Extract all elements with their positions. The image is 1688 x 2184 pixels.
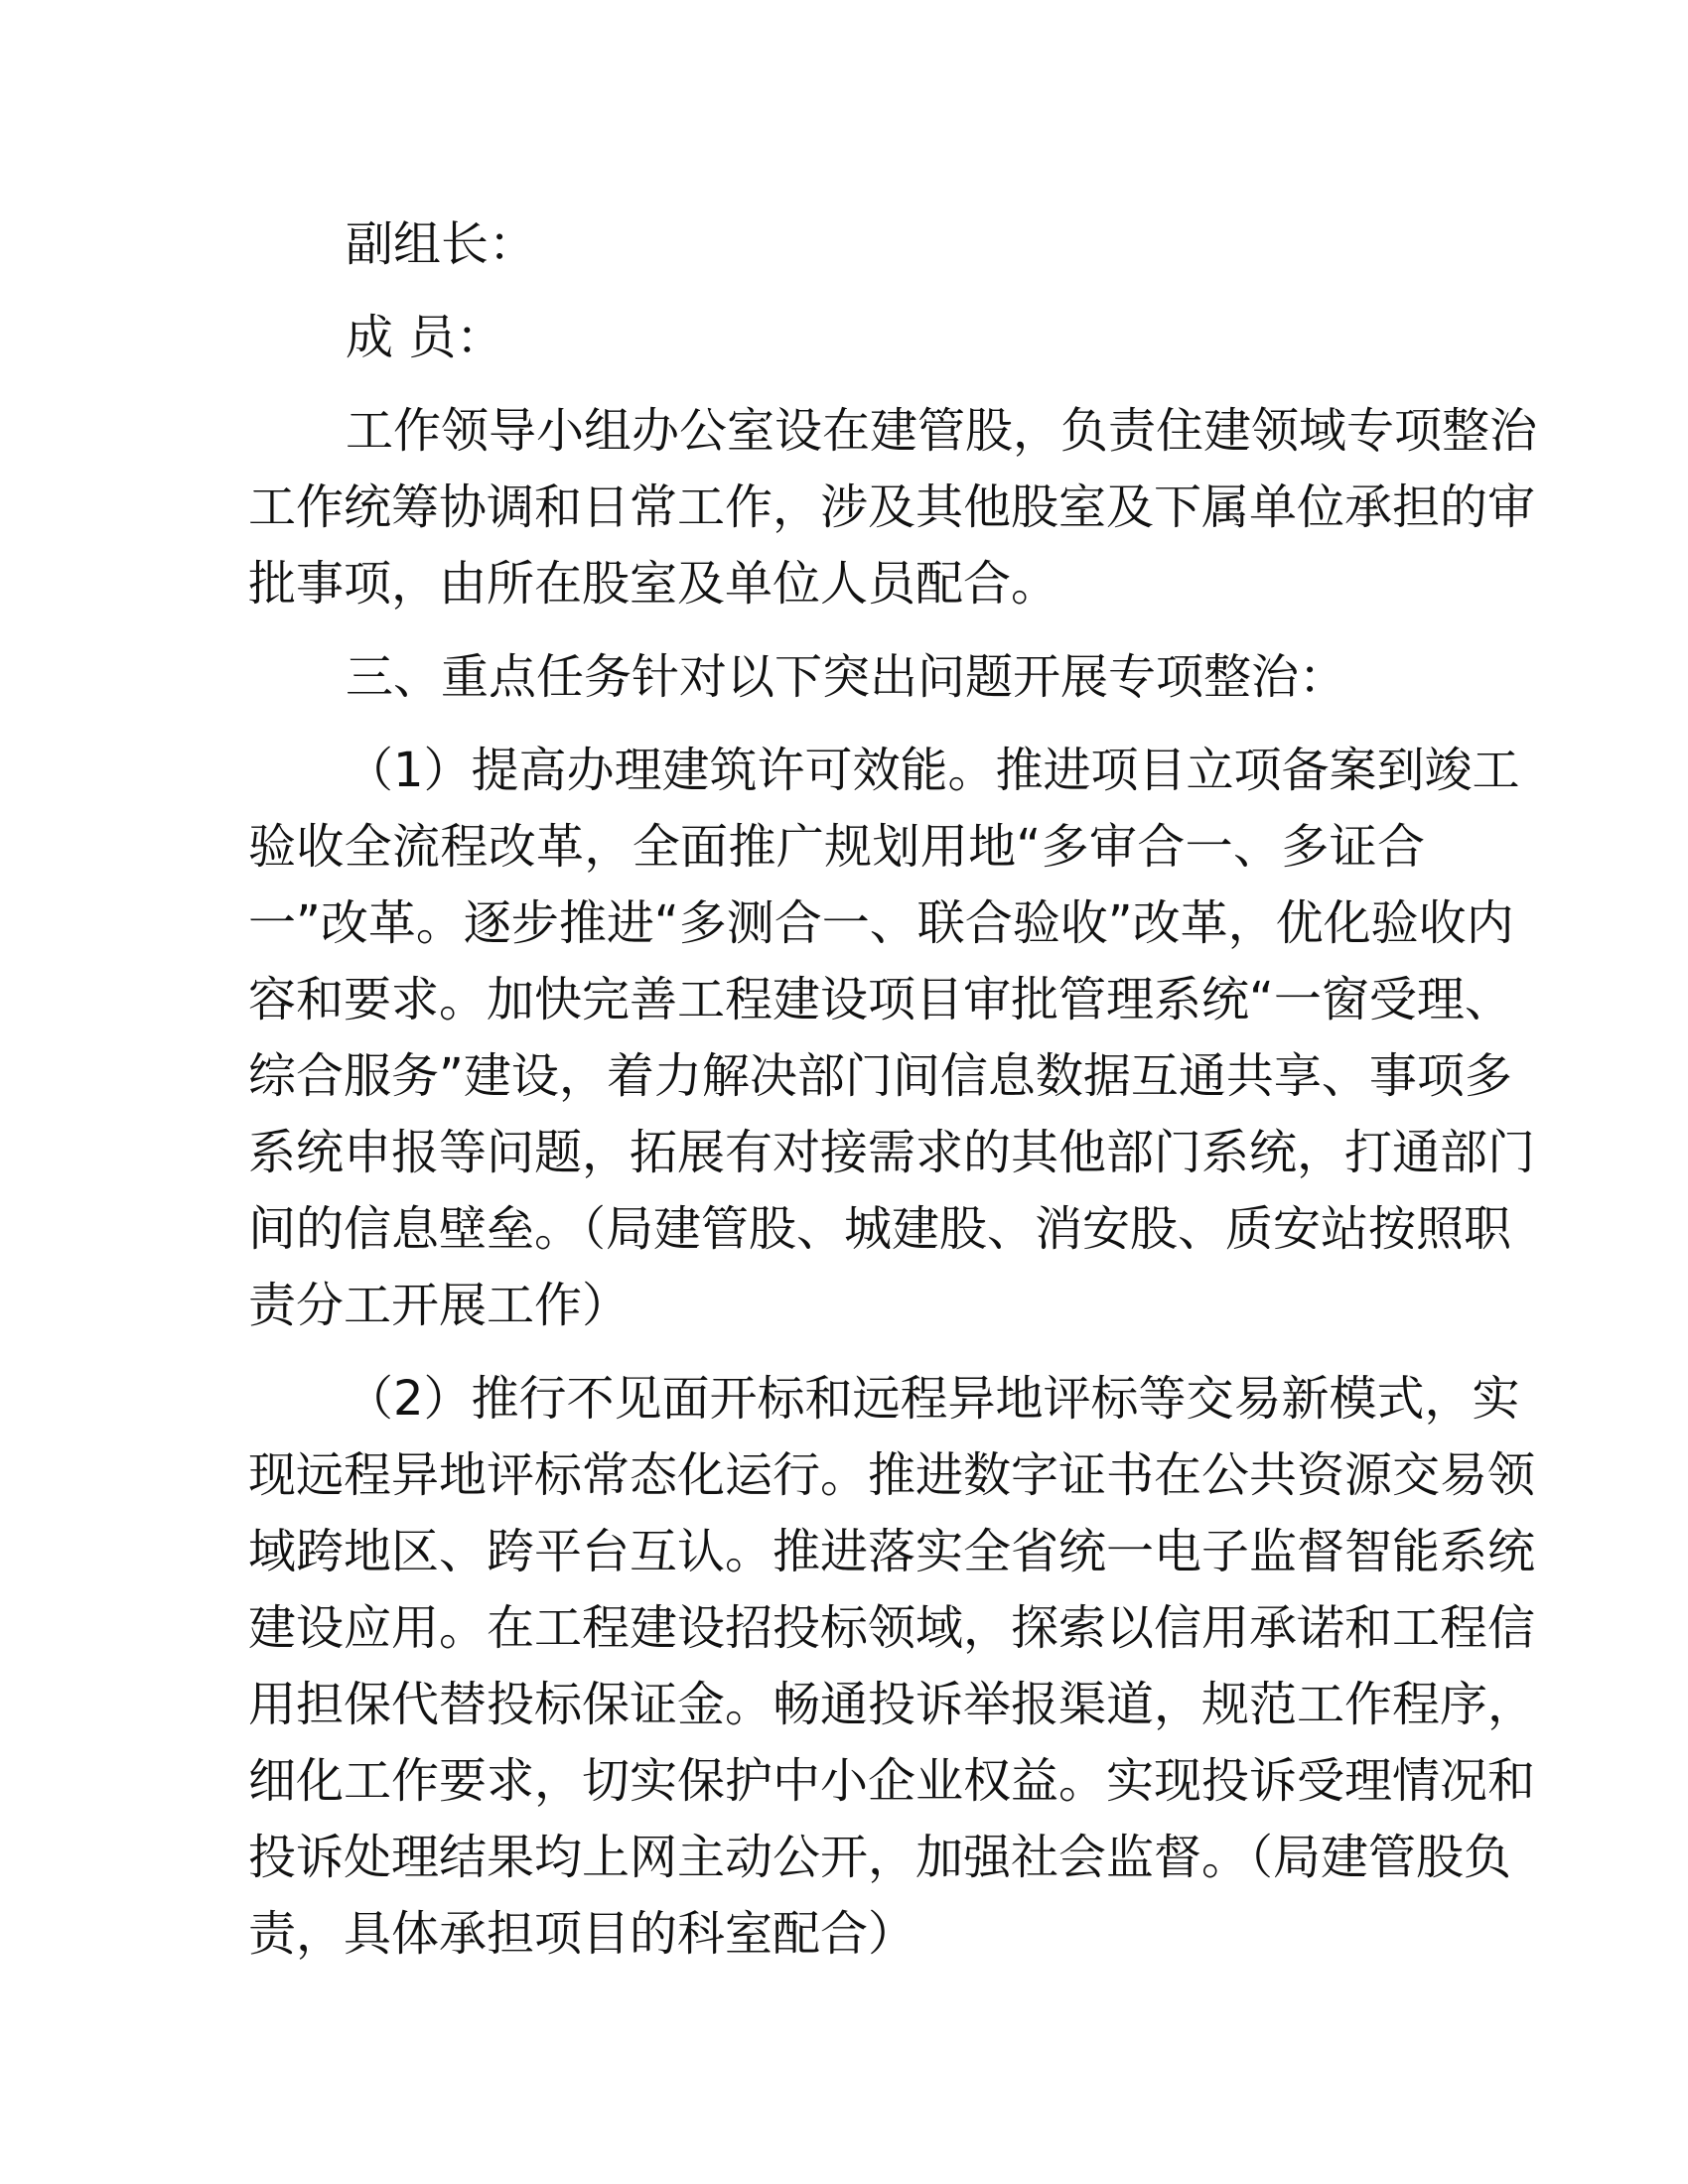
text-line: （1）提高办理建筑许可效能。推进项目立项备案到竣工 bbox=[346, 743, 1520, 798]
text-line: 责，具体承担项目的科室配合） bbox=[248, 1906, 916, 1962]
text-line: 副组长： bbox=[346, 216, 537, 272]
paragraph-task-2 bbox=[248, 1361, 1536, 1973]
text-line: 细化工作要求，切实保护中小企业权益。实现投诉受理情况和 bbox=[248, 1753, 1536, 1809]
text-line: 责分工开展工作） bbox=[248, 1278, 631, 1333]
text-line: 系统申报等问题，拓展有对接需求的其他部门系统，打通部门 bbox=[248, 1125, 1536, 1180]
paragraph-office-location bbox=[248, 393, 1538, 622]
text-line: 间的信息壁垒。（局建管股、城建股、消安股、质安站按照职 bbox=[248, 1201, 1512, 1257]
document-page bbox=[248, 206, 1538, 1989]
text-line: 用担保代替投标保证金。畅通投诉举报渠道，规范工作程序， bbox=[248, 1677, 1536, 1732]
text-line: 建设应用。在工程建设招投标领域，探索以信用承诺和工程信 bbox=[248, 1600, 1536, 1656]
paragraph-deputy-leader bbox=[248, 206, 1425, 283]
text-line: 三、重点任务针对以下突出问题开展专项整治： bbox=[346, 649, 1347, 705]
text-line: 一”改革。逐步推进“多测合一、联合验收”改革，优化验收内 bbox=[248, 895, 1514, 951]
paragraph-task-1 bbox=[248, 733, 1536, 1344]
text-line: 工作统筹协调和日常工作，涉及其他股室及下属单位承担的审 bbox=[248, 479, 1536, 535]
paragraph-members bbox=[248, 300, 1425, 376]
text-line: 域跨地区、跨平台互认。推进落实全省统一电子监督智能系统 bbox=[248, 1524, 1536, 1579]
text-line: 现远程异地评标常态化运行。推进数字证书在公共资源交易领 bbox=[248, 1447, 1536, 1503]
text-line: 综合服务”建设，着力解决部门间信息数据互通共享、事项多 bbox=[248, 1048, 1512, 1104]
text-line: 成 员： bbox=[346, 310, 504, 365]
text-line: 验收全流程改革，全面推广规划用地“多审合一、多证合 bbox=[248, 819, 1425, 875]
text-line: （2）推行不见面开标和远程异地评标等交易新模式，实 bbox=[346, 1371, 1520, 1427]
text-line: 容和要求。加快完善工程建设项目审批管理系统“一窗受理、 bbox=[248, 972, 1512, 1027]
text-line: 投诉处理结果均上网主动公开，加强社会监督。（局建管股负 bbox=[248, 1830, 1512, 1885]
paragraph-section-three-heading bbox=[248, 639, 1425, 716]
text-line: 批事项，由所在股室及单位人员配合。 bbox=[248, 556, 1059, 612]
text-line: 工作领导小组办公室设在建管股，负责住建领域专项整治 bbox=[346, 403, 1538, 459]
